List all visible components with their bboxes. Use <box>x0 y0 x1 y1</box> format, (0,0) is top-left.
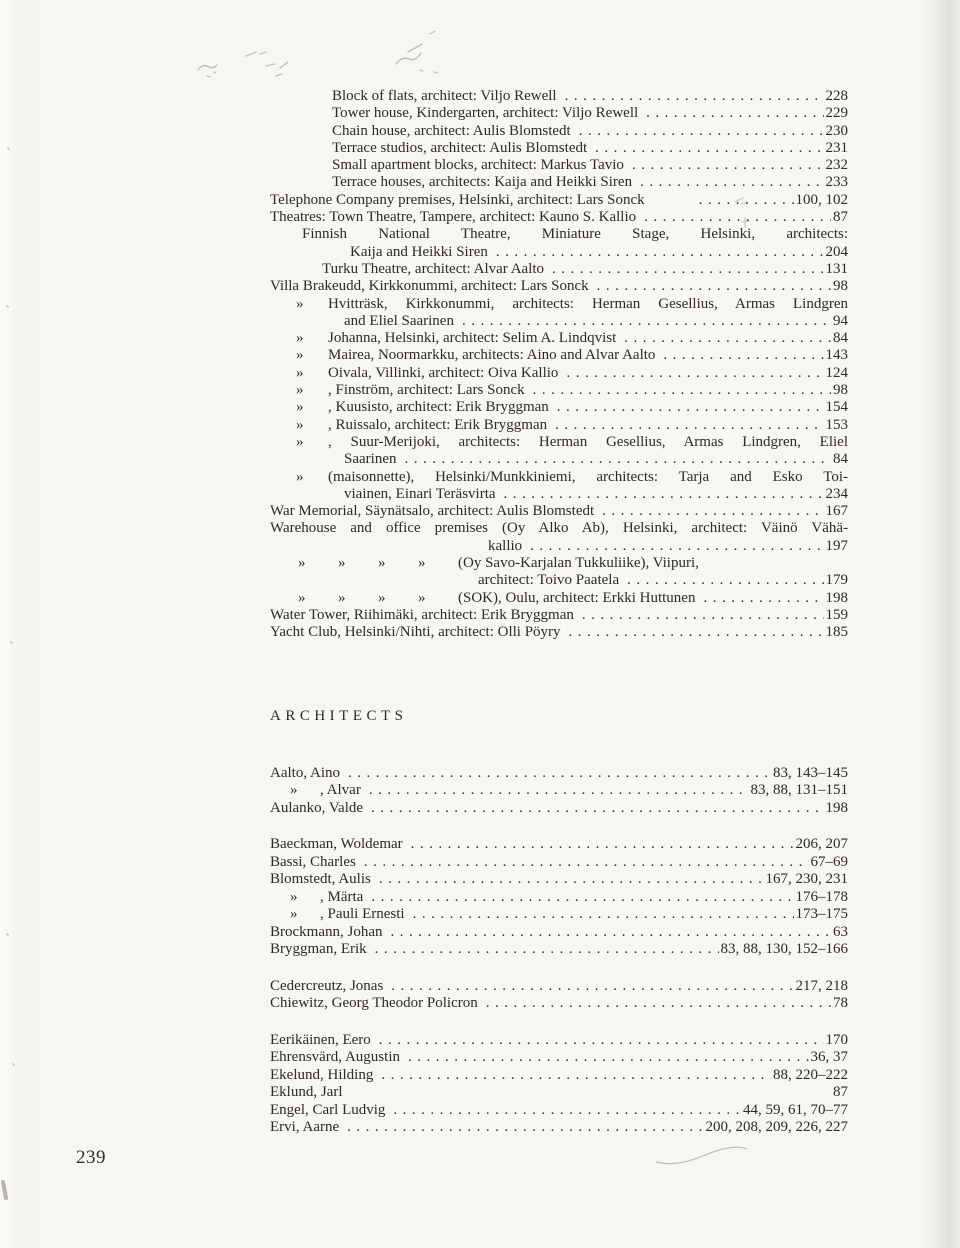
ditto-mark: » <box>290 782 298 798</box>
index-entry <box>270 434 848 451</box>
ditto-mark: » <box>418 555 426 572</box>
dot-leader <box>569 624 824 641</box>
dot-leader <box>597 278 831 295</box>
dot-leader <box>486 995 831 1013</box>
entry-text: (Oy Savo-Karjalan Tukkuliike), Viipuri, <box>458 555 699 572</box>
page-numbers: 198 <box>825 799 848 816</box>
entry-text: Eklund, Jarl <box>270 1084 343 1100</box>
architect-entry <box>270 906 848 924</box>
entry-text: Tower house, Kindergarten, architect: Viljo Rewell <box>332 105 639 122</box>
page-numbers: 167, 230, 231 <box>765 871 848 887</box>
architect-entry <box>270 1067 848 1085</box>
entry-text: Warehouse and office premises (Oy Alko Ab), Helsinki, architect: Väinö Vähä- <box>270 520 848 537</box>
index-entry <box>270 486 848 503</box>
entry-text: Brockmann, Johan <box>270 923 383 940</box>
dot-leader <box>632 157 824 174</box>
entry-text: Small apartment blocks, architect: Markus Tavio <box>332 157 624 174</box>
page-numbers: 200, 208, 209, 226, 227 <box>705 1119 848 1135</box>
page-numbers: 179 <box>825 572 848 589</box>
page-numbers: 206, 207 <box>795 836 848 852</box>
dot-leader <box>371 800 823 818</box>
page-numbers: 143 <box>825 347 848 364</box>
page-numbers: 100, 102 <box>795 191 848 208</box>
entry-text: Baeckman, Woldemar <box>270 836 403 852</box>
entry-text: Eerikäinen, Eero <box>270 1031 371 1048</box>
dot-leader <box>582 607 824 624</box>
page-numbers: 84 <box>833 330 848 347</box>
entry-text: Johanna, Helsinki, architect: Selim A. Lindqvist <box>328 330 617 347</box>
architect-entry <box>270 836 848 854</box>
dot-leader <box>555 417 823 434</box>
index-entry <box>270 572 848 589</box>
page-numbers: 87 <box>833 209 848 226</box>
ditto-mark: » <box>290 888 298 905</box>
architects-section <box>270 708 848 1137</box>
architect-entry <box>270 978 848 996</box>
dot-leader <box>348 765 771 783</box>
entry-text: Mairea, Noormarkku, architects: Aino and Alvar Aalto <box>328 347 656 364</box>
dot-leader <box>640 174 823 191</box>
index-entry <box>270 382 848 399</box>
index-entry <box>270 261 848 278</box>
entry-text: Bryggman, Erik <box>270 941 367 957</box>
architect-entry <box>270 1049 848 1067</box>
ditto-mark: » <box>296 364 304 381</box>
entry-text: Cedercreutz, Jonas <box>270 977 384 994</box>
architect-entry <box>270 765 848 783</box>
page-numbers: 159 <box>825 606 848 623</box>
ditto-mark: » <box>290 906 298 922</box>
dot-leader <box>379 871 764 889</box>
entry-text: (SOK), Oulu, architect: Erkki Huttunen <box>458 589 696 606</box>
entry-text: Kaija and Heikki Siren <box>350 243 488 260</box>
dot-leader <box>375 941 719 959</box>
dot-leader <box>663 347 823 364</box>
architects-list <box>270 765 848 1137</box>
page-numbers: 230 <box>825 122 848 139</box>
index-entry <box>270 520 848 537</box>
page-numbers: 88, 220–222 <box>773 1066 848 1083</box>
index-entry <box>270 209 848 226</box>
dot-leader <box>646 105 823 122</box>
index-entry <box>270 555 848 572</box>
dot-leader <box>565 88 824 105</box>
ditto-mark: » <box>418 589 426 606</box>
index-entry <box>270 624 848 641</box>
entry-text: (maisonnette), Helsinki/Munkkiniemi, architects: Tarja and Esko Toi- <box>328 468 848 485</box>
entry-text: Terrace houses, architects: Kaija and Heikki Siren <box>332 174 633 191</box>
dot-leader <box>552 261 823 278</box>
index-entry <box>270 538 848 555</box>
index-entry <box>270 451 848 468</box>
dot-leader <box>579 123 824 140</box>
dot-leader <box>347 1119 703 1137</box>
ditto-mark: » <box>296 416 304 433</box>
index-entry <box>270 296 848 313</box>
page-numbers: 84 <box>833 451 848 468</box>
page-numbers: 197 <box>825 537 848 554</box>
page-numbers: 36, 37 <box>810 1049 848 1065</box>
entry-text: and Eliel Saarinen <box>344 312 454 329</box>
page-numbers: 153 <box>825 416 848 433</box>
entry-text: , Finström, architect: Lars Sonck <box>328 382 525 399</box>
index-entry <box>270 123 848 140</box>
dot-leader <box>393 1102 741 1120</box>
page-numbers: 204 <box>825 243 848 260</box>
index-entry <box>270 157 848 174</box>
ditto-mark: » <box>378 555 386 572</box>
dot-leader <box>390 924 831 942</box>
page-numbers: 232 <box>825 157 848 174</box>
page-numbers: 231 <box>825 139 848 156</box>
architect-entry <box>270 854 848 872</box>
entry-text: , Ruissalo, architect: Erik Bryggman <box>328 416 548 433</box>
index-entry <box>270 105 848 122</box>
entry-text: kallio <box>488 537 523 554</box>
ditto-mark: » <box>296 468 304 485</box>
index-entry <box>270 347 848 364</box>
entry-text: , Alvar <box>320 782 361 798</box>
entry-text: Terrace studios, architect: Aulis Blomstedt <box>332 139 588 156</box>
page-numbers: 217, 218 <box>795 977 848 994</box>
page-numbers: 83, 143–145 <box>773 764 848 781</box>
dot-leader <box>408 1049 809 1067</box>
entry-text: , Pauli Ernesti <box>320 906 405 922</box>
index-entry <box>270 399 848 416</box>
ditto-mark: » <box>296 347 304 364</box>
entry-text: , Kuusisto, architect: Erik Bryggman <box>328 399 549 416</box>
dot-leader <box>369 782 749 800</box>
architects-heading: ARCHITECTS <box>270 708 408 724</box>
architect-entry <box>270 924 848 942</box>
entry-text: Ehrensvärd, Augustin <box>270 1049 400 1065</box>
entry-text: Saarinen <box>344 451 397 468</box>
page-numbers: 229 <box>825 105 848 122</box>
dot-leader <box>530 538 823 555</box>
ditto-mark: » <box>298 555 306 572</box>
page-numbers: 176–178 <box>795 888 848 905</box>
dot-leader <box>379 1032 824 1050</box>
ditto-mark: » <box>298 589 306 606</box>
entry-text: viainen, Einari Teräsvirta <box>344 485 496 502</box>
dot-leader <box>364 854 809 872</box>
page-numbers: 94 <box>833 312 848 329</box>
dot-leader <box>627 572 823 589</box>
page-numbers: 167 <box>825 503 848 520</box>
architect-entry <box>270 941 848 959</box>
page-numbers: 83, 88, 130, 152–166 <box>720 941 848 957</box>
page-numbers: 67–69 <box>810 853 848 870</box>
page-numbers: 124 <box>825 364 848 381</box>
dot-leader <box>413 906 794 924</box>
ditto-mark: » <box>338 555 346 572</box>
dot-leader <box>496 244 824 261</box>
index-list <box>270 88 848 642</box>
entry-text: Block of flats, architect: Viljo Rewell <box>332 88 557 104</box>
page-numbers: 78 <box>833 995 848 1011</box>
entry-text: Turku Theatre, architect: Alvar Aalto <box>322 260 545 277</box>
ditto-mark: » <box>296 330 304 347</box>
architect-entry <box>270 782 848 800</box>
dot-leader <box>703 590 823 607</box>
architect-entry <box>270 800 848 818</box>
ditto-mark: » <box>378 589 386 606</box>
ditto-mark: » <box>296 399 304 416</box>
entry-text: , Suur-Merijoki, architects: Herman Gesellius, Armas Lindgren, Eliel <box>328 433 848 450</box>
index-entry <box>270 469 848 486</box>
page-numbers: 198 <box>825 589 848 606</box>
index-entry <box>270 417 848 434</box>
page-numbers: 131 <box>825 260 848 277</box>
dot-leader <box>381 1067 771 1085</box>
entry-text: Aalto, Aino <box>270 764 340 781</box>
dot-leader <box>595 140 823 157</box>
dot-leader <box>566 365 823 382</box>
ditto-mark: » <box>296 382 304 399</box>
dot-leader <box>624 330 831 347</box>
entry-text: Ekelund, Hilding <box>270 1066 374 1083</box>
dot-leader <box>504 486 824 503</box>
page-numbers: 170 <box>825 1031 848 1048</box>
entry-text: Bassi, Charles <box>270 853 356 870</box>
page-numbers: 185 <box>825 624 848 641</box>
entry-text: Theatres: Town Theatre, Tampere, architect: Kauno S. Kallio <box>270 209 637 226</box>
entry-text: Water Tower, Riihimäki, architect: Erik Bryggman <box>270 606 574 623</box>
index-entry <box>270 313 848 330</box>
index-entry <box>270 192 848 209</box>
architect-entry <box>270 1032 848 1050</box>
entry-text: Chiewitz, Georg Theodor Policron <box>270 995 478 1011</box>
dot-leader <box>533 382 831 399</box>
entry-text: Engel, Carl Ludvig <box>270 1101 386 1118</box>
entry-text: Hvitträsk, Kirkkonummi, architects: Herman Gesellius, Armas Lindgren <box>328 295 848 312</box>
entry-text: Ervi, Aarne <box>270 1119 340 1135</box>
page-numbers: 87 <box>833 1084 848 1100</box>
ditto-mark: » <box>338 589 346 606</box>
dot-leader <box>462 313 831 330</box>
index-entry <box>270 140 848 157</box>
architect-entry <box>270 871 848 889</box>
index-entry <box>270 278 848 295</box>
dot-leader <box>557 399 824 416</box>
page-numbers: 233 <box>825 174 848 191</box>
index-entry <box>270 88 848 105</box>
index-entry <box>270 503 848 520</box>
ditto-mark: » <box>296 433 304 450</box>
dot-leader <box>644 209 831 226</box>
index-entry <box>270 330 848 347</box>
index-entry <box>270 226 848 243</box>
entry-text: War Memorial, Säynätsalo, architect: Aulis Blomstedt <box>270 503 595 520</box>
page-numbers: 44, 59, 61, 70–77 <box>743 1101 848 1118</box>
dot-leader <box>391 978 793 996</box>
index-entry <box>270 590 848 607</box>
entry-text: Aulanko, Valde <box>270 799 364 816</box>
entry-text: Villa Brakeudd, Kirkkonummi, architect: Lars Sonck <box>270 278 589 295</box>
architect-entry <box>270 889 848 907</box>
index-entry <box>270 607 848 624</box>
entry-text: Finnish National Theatre, Miniature Stage, Helsinki, architects: <box>302 226 848 243</box>
architect-entry <box>270 1102 848 1120</box>
architect-entry <box>270 1119 848 1137</box>
dot-leader <box>411 836 794 854</box>
architect-entry <box>270 995 848 1013</box>
page-numbers: 63 <box>833 923 848 940</box>
page-numbers: 173–175 <box>795 906 848 922</box>
architect-entry <box>270 1084 848 1102</box>
page-right-edge <box>922 0 960 1248</box>
index-entry <box>270 365 848 382</box>
entry-text: Blomstedt, Aulis <box>270 871 371 887</box>
ditto-mark: » <box>296 295 304 312</box>
page-numbers: 83, 88, 131–151 <box>750 782 848 798</box>
entry-text: , Märta <box>320 888 364 905</box>
page-numbers: 154 <box>825 399 848 416</box>
page-left-edge <box>0 0 42 1248</box>
entry-text: architect: Toivo Paatela <box>478 572 620 589</box>
page-numbers: 228 <box>825 88 848 104</box>
entry-text: Yacht Club, Helsinki/Nihti, architect: Olli Pöyry <box>270 624 561 641</box>
entry-text: Chain house, architect: Aulis Blomstedt <box>332 122 571 139</box>
index-entry <box>270 244 848 261</box>
page-numbers: 234 <box>825 485 848 502</box>
dot-leader <box>602 503 823 520</box>
entry-text: Oivala, Villinki, architect: Oiva Kallio <box>328 364 559 381</box>
dot-leader <box>404 451 831 468</box>
page-numbers: 98 <box>833 278 848 295</box>
index-entry <box>270 174 848 191</box>
entry-text: Telephone Company premises, Helsinki, architect: Lars Sonck <box>270 191 645 208</box>
dot-leader <box>653 192 794 209</box>
dot-leader <box>371 889 793 907</box>
page-numbers: 98 <box>833 382 848 399</box>
page-number: 239 <box>76 1147 106 1168</box>
